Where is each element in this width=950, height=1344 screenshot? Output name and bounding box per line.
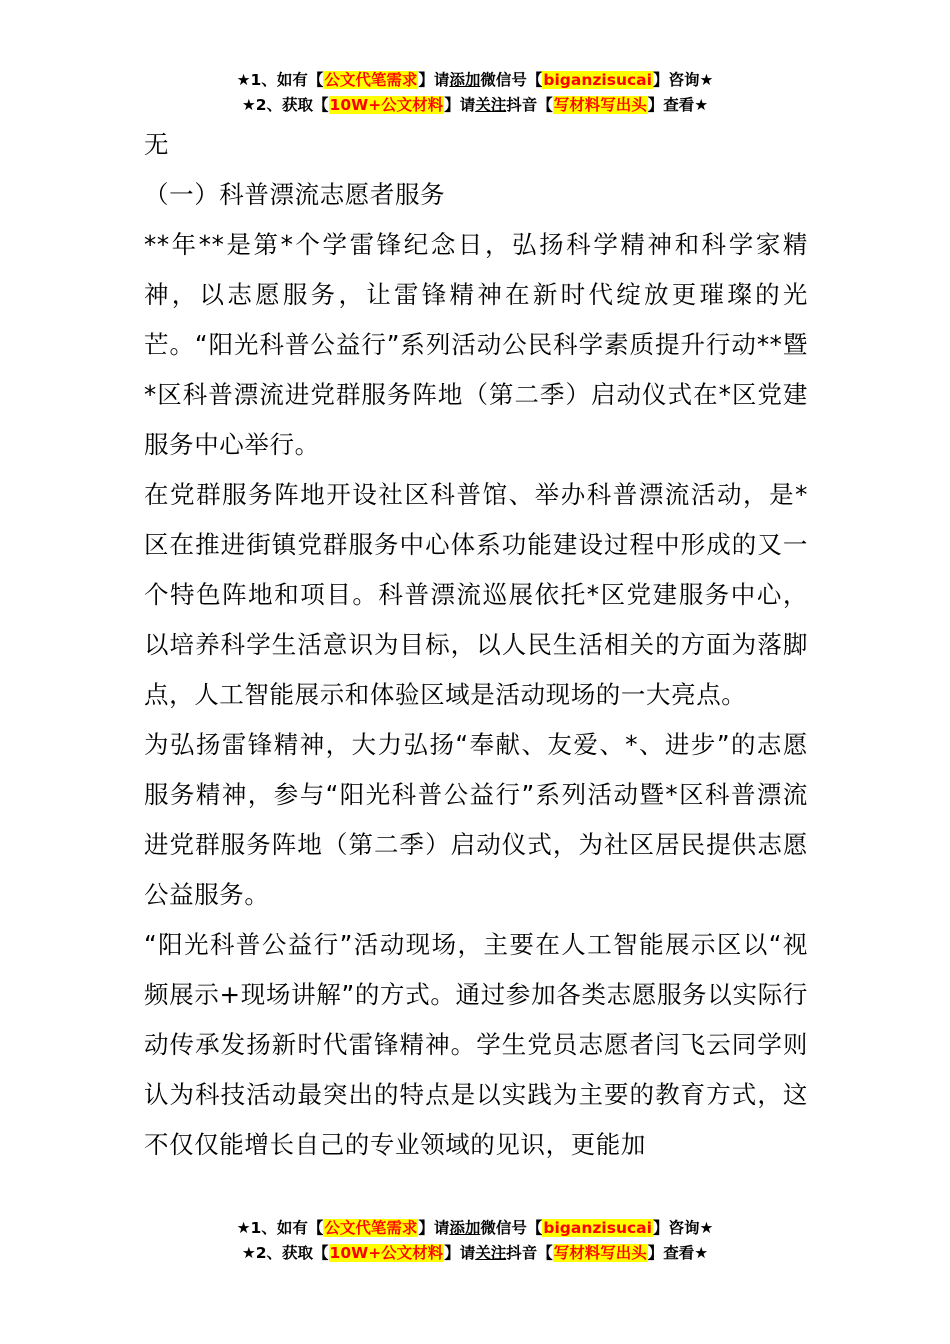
banner-text: 】咨询★ <box>652 1219 714 1237</box>
document-body <box>144 120 808 1170</box>
underlined-word: 添加 <box>449 1219 481 1237</box>
highlight-service: 公文代笔需求 <box>324 71 418 89</box>
banner-text: 】请 <box>444 1244 476 1262</box>
banner-text: 】查看★ <box>647 1244 709 1262</box>
banner-text: ★2、获取【 <box>241 1244 329 1262</box>
banner-text: ★1、如有【 <box>236 1219 324 1237</box>
lead-text: 无 <box>144 130 170 159</box>
underlined-word: 关注 <box>475 1244 507 1262</box>
banner-text: ★1、如有【 <box>236 71 324 89</box>
banner-text: 抖音【 <box>506 1244 553 1262</box>
paragraph: “阳光科普公益行”活动现场，主要在人工智能展示区以“视频展示+现场讲解”的方式。通过参加各类志愿服务以实际行动传承发扬新时代雷锋精神。学生党员志愿者闫飞云同学则认为科技活动最突出的特点是以实践为主要的教育方式，这不仅仅能增长自己的专业领域的见识，更能加 <box>144 930 808 1159</box>
banner-text: 】请 <box>444 96 476 114</box>
highlight-materials: 10W+公文材料 <box>329 1244 444 1262</box>
banner-line-1 <box>0 68 950 93</box>
highlight-service: 公文代笔需求 <box>324 1219 418 1237</box>
highlight-wechat-id: biganzisucai <box>543 1219 652 1237</box>
paragraph: 在党群服务阵地开设社区科普馆、举办科普漂流活动，是*区在推进街镇党群服务中心体系功能建设过程中形成的又一个特色阵地和项目。科普漂流巡展依托*区党建服务中心，以培养科学生活意识为目标，以人民生活相关的方面为落脚点，人工智能展示和体验区域是活动现场的一大亮点。 <box>144 480 808 709</box>
banner-text: 抖音【 <box>506 96 553 114</box>
underlined-word: 关注 <box>475 96 507 114</box>
banner-text: 微信号【 <box>480 1219 543 1237</box>
highlight-douyin-id: 写材料写出头 <box>553 96 647 114</box>
section-heading: （一）科普漂流志愿者服务 <box>144 180 446 209</box>
footer-banner <box>0 1216 950 1266</box>
highlight-wechat-id: biganzisucai <box>543 71 652 89</box>
banner-line-2 <box>0 1241 950 1266</box>
banner-text: ★2、获取【 <box>241 96 329 114</box>
underlined-word: 添加 <box>449 71 481 89</box>
banner-text: 】查看★ <box>647 96 709 114</box>
banner-line-1 <box>0 1216 950 1241</box>
highlight-douyin-id: 写材料写出头 <box>553 1244 647 1262</box>
banner-text: 】请 <box>418 71 450 89</box>
banner-line-2 <box>0 93 950 118</box>
paragraph: **年**是第*个学雷锋纪念日，弘扬科学精神和科学家精神，以志愿服务，让雷锋精神在新时代绽放更璀璨的光芒。“阳光科普公益行”系列活动公民科学素质提升行动**暨*区科普漂流进党群服务阵地（第二季）启动仪式在*区党建服务中心举行。 <box>144 230 808 459</box>
paragraph: 为弘扬雷锋精神，大力弘扬“奉献、友爱、*、进步”的志愿服务精神，参与“阳光科普公益行”系列活动暨*区科普漂流进党群服务阵地（第二季）启动仪式，为社区居民提供志愿公益服务。 <box>144 730 808 909</box>
header-banner <box>0 68 950 118</box>
highlight-materials: 10W+公文材料 <box>329 96 444 114</box>
banner-text: 】咨询★ <box>652 71 714 89</box>
banner-text: 】请 <box>418 1219 450 1237</box>
banner-text: 微信号【 <box>480 71 543 89</box>
